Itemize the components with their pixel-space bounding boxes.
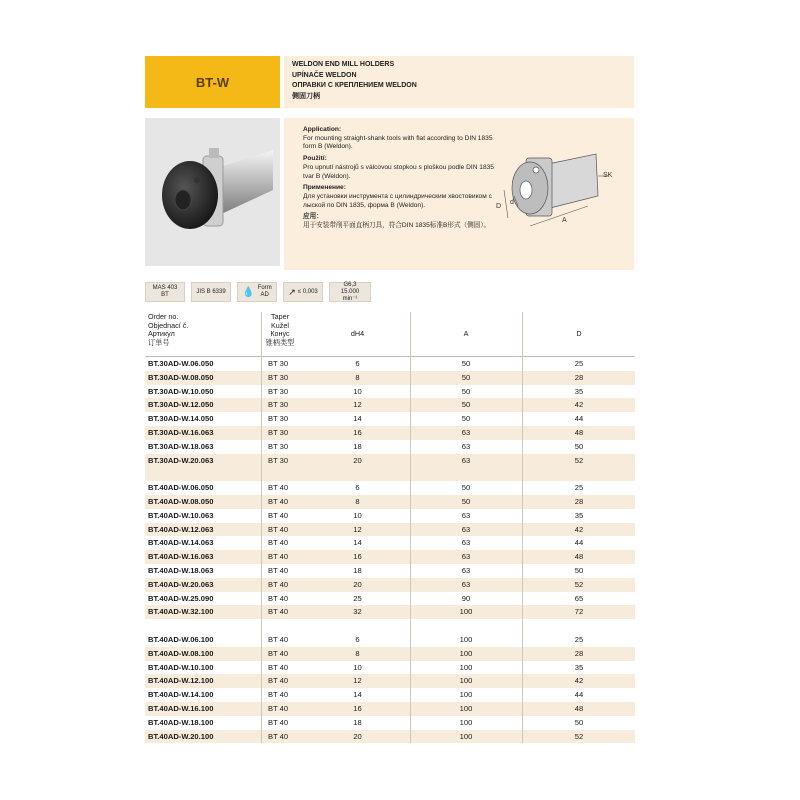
cell-d: 35 <box>574 386 584 396</box>
table-body <box>145 357 635 743</box>
cell-taper: BT 40 <box>268 690 289 700</box>
cell-d: 25 <box>574 634 584 644</box>
cell-a: 63 <box>461 441 471 451</box>
cell-order-no: BT.40AD-W.18.063 <box>148 565 214 575</box>
cell-a: 50 <box>461 400 471 410</box>
application-heading-ru: Применение: <box>303 184 346 192</box>
cell-a: 50 <box>461 483 471 493</box>
spec-chips <box>145 282 371 302</box>
cell-order-no: BT.40AD-W.12.100 <box>148 676 214 686</box>
cell-taper: BT 40 <box>268 552 289 562</box>
cell-taper: BT 40 <box>268 676 289 686</box>
header-order-en: Order no. <box>148 312 179 321</box>
cell-dh4: 14 <box>353 414 362 424</box>
cell-dh4: 12 <box>353 524 362 534</box>
cell-dh4: 6 <box>355 483 360 493</box>
cell-a: 100 <box>459 731 473 741</box>
header-taper-zh: 锥柄类型 <box>265 337 295 347</box>
table-row <box>145 605 635 619</box>
cell-order-no: BT.40AD-W.32.100 <box>148 607 214 617</box>
cell-taper: BT 30 <box>268 414 289 424</box>
header-order-ru: Артикул <box>148 329 175 339</box>
table-row <box>145 550 635 564</box>
cell-order-no: BT.40AD-W.16.100 <box>148 703 214 713</box>
cell-order-no: BT.40AD-W.14.063 <box>148 538 214 548</box>
table-row <box>145 509 635 523</box>
application-text-ru: Для установки инструмента с цилиндрическим хвостовиком с лыской по DIN 1835, форма B (Weldon). <box>303 192 492 209</box>
product-titles <box>284 56 634 108</box>
cell-taper: BT 40 <box>268 607 289 617</box>
chip-runout <box>283 282 323 302</box>
cell-dh4: 16 <box>353 703 362 713</box>
cell-order-no: BT.40AD-W.06.100 <box>148 634 214 644</box>
cell-taper: BT 40 <box>268 717 289 727</box>
cell-dh4: 6 <box>355 359 360 368</box>
runout-arrow-icon: ↗ <box>288 286 296 297</box>
cell-d: 65 <box>574 593 584 603</box>
drawing-label-sk: SK <box>603 172 613 179</box>
chip-balance-speed: 15.000 min⁻¹ <box>340 288 360 302</box>
cell-a: 50 <box>461 372 471 382</box>
cell-order-no: BT.40AD-W.12.063 <box>148 524 214 534</box>
cell-d: 42 <box>574 676 584 686</box>
cell-a: 50 <box>461 386 471 396</box>
cell-order-no: BT.30AD-W.06.050 <box>148 359 214 368</box>
chip-form <box>237 282 277 302</box>
product-badge <box>145 56 280 108</box>
cell-dh4: 14 <box>353 538 362 548</box>
table-row <box>145 357 635 371</box>
cell-d: 48 <box>574 703 584 713</box>
cell-dh4: 18 <box>353 717 362 727</box>
product-table <box>145 312 635 743</box>
cell-a: 50 <box>461 359 471 368</box>
cell-taper: BT 40 <box>268 524 289 534</box>
cell-d: 25 <box>574 359 584 368</box>
title-zh: 侧固刀柄 <box>292 92 320 100</box>
cell-d: 42 <box>574 524 584 534</box>
table-row <box>145 454 635 468</box>
cell-taper: BT 40 <box>268 662 289 672</box>
cell-dh4: 10 <box>353 662 362 672</box>
cell-dh4: 12 <box>353 676 362 686</box>
cell-taper: BT 40 <box>268 565 289 575</box>
table-row <box>145 633 635 647</box>
cell-dh4: 8 <box>355 496 360 506</box>
table-row <box>145 481 635 495</box>
cell-dh4: 8 <box>355 648 360 658</box>
cell-d: 28 <box>574 372 584 382</box>
cell-a: 100 <box>459 703 473 713</box>
title-ru: ОПРАВКИ С КРЕПЛЕНИЕМ WELDON <box>292 82 417 89</box>
chip-mas <box>145 282 185 302</box>
chip-mas-label: MAS 403 BT <box>152 285 178 298</box>
header-order <box>148 313 188 347</box>
header-taper <box>263 313 297 347</box>
cell-taper: BT 40 <box>268 496 289 506</box>
cell-dh4: 10 <box>353 510 362 520</box>
cell-order-no: BT.30AD-W.18.063 <box>148 441 214 451</box>
cell-dh4: 25 <box>353 593 362 603</box>
header-a: A <box>463 329 469 338</box>
cell-order-no: BT.30AD-W.10.050 <box>148 386 214 396</box>
cell-dh4: 12 <box>353 400 362 410</box>
cell-dh4: 16 <box>353 427 362 437</box>
cell-a: 100 <box>459 648 473 658</box>
cell-order-no: BT.40AD-W.10.100 <box>148 662 214 672</box>
cell-dh4: 6 <box>355 634 360 644</box>
cell-d: 52 <box>574 731 584 741</box>
coolant-drop-icon: 💧 <box>242 286 255 298</box>
cell-taper: BT 40 <box>268 579 289 589</box>
application-heading-cz: Použití: <box>303 155 327 163</box>
cell-taper: BT 40 <box>268 593 289 603</box>
cell-order-no: BT.40AD-W.08.100 <box>148 648 214 658</box>
cell-taper: BT 30 <box>268 455 289 465</box>
drawing-label-d: d <box>510 199 514 206</box>
cell-d: 52 <box>574 579 584 589</box>
cell-taper: BT 30 <box>268 441 289 451</box>
cell-order-no: BT.40AD-W.25.090 <box>148 593 214 603</box>
cell-a: 63 <box>461 524 471 534</box>
table-row <box>145 426 635 440</box>
cell-d: 35 <box>574 510 584 520</box>
cell-d: 52 <box>574 455 584 465</box>
table-row <box>145 730 635 744</box>
cell-d: 50 <box>574 441 584 451</box>
table-row <box>145 674 635 688</box>
cell-order-no: BT.40AD-W.08.050 <box>148 496 214 506</box>
table-row <box>145 398 635 412</box>
technical-drawing <box>478 146 628 246</box>
cell-taper: BT 40 <box>268 703 289 713</box>
cell-a: 100 <box>459 717 473 727</box>
cell-d: 48 <box>574 552 584 562</box>
cell-a: 100 <box>459 607 473 617</box>
table-row <box>145 647 635 661</box>
cell-d: 72 <box>574 607 584 617</box>
cell-a: 50 <box>461 414 471 424</box>
group-spacer <box>145 619 635 633</box>
header-d: D <box>576 329 582 338</box>
table-row <box>145 440 635 454</box>
table-row <box>145 592 635 606</box>
cell-d: 28 <box>574 496 584 506</box>
table-row <box>145 564 635 578</box>
chip-balance-grade: G6,3 <box>343 281 357 288</box>
application-text-zh: 用于安装带削平面直柄刀具，符合DIN 1835标准B形式（侧固）。 <box>303 222 491 230</box>
cell-a: 63 <box>461 455 471 465</box>
cell-dh4: 18 <box>353 565 362 575</box>
chip-runout-label: ≤ 0,003 <box>297 288 318 295</box>
cell-dh4: 20 <box>353 579 362 589</box>
cell-dh4: 8 <box>355 372 360 382</box>
cell-a: 63 <box>461 427 471 437</box>
header-taper-cz: Kužel <box>271 320 289 330</box>
application-text-cz: Pro upnutí nástrojů s válcovou stopkou s ploškou podle DIN 1835 tvar B (Weldon). <box>303 163 494 180</box>
header-order-zh: 订单号 <box>148 337 170 347</box>
chip-balance <box>329 282 371 302</box>
cell-a: 100 <box>459 662 473 672</box>
cell-d: 44 <box>574 690 584 700</box>
cell-order-no: BT.30AD-W.14.050 <box>148 414 214 424</box>
cell-taper: BT 30 <box>268 386 289 396</box>
cell-d: 44 <box>574 414 584 424</box>
title-cz: UPÍNAČE WELDON <box>292 71 357 79</box>
table-row <box>145 385 635 399</box>
application-heading-en: Application: <box>303 126 342 133</box>
cell-taper: BT 40 <box>268 648 289 658</box>
header-taper-ru: Конус <box>270 329 290 339</box>
cell-order-no: BT.40AD-W.10.063 <box>148 510 214 520</box>
cell-dh4: 32 <box>353 607 362 617</box>
cell-taper: BT 30 <box>268 359 289 368</box>
table-header <box>145 312 635 357</box>
cell-dh4: 20 <box>353 455 362 465</box>
chip-jis <box>191 282 231 302</box>
cell-order-no: BT.30AD-W.16.063 <box>148 427 214 437</box>
cell-a: 100 <box>459 676 473 686</box>
cell-dh4: 14 <box>353 690 362 700</box>
chip-jis-label: JIS B 6339 <box>196 288 226 295</box>
table-row <box>145 523 635 537</box>
table-row <box>145 412 635 426</box>
cell-order-no: BT.40AD-W.20.100 <box>148 731 214 741</box>
cell-order-no: BT.40AD-W.14.100 <box>148 690 214 700</box>
cell-dh4: 16 <box>353 552 362 562</box>
table-row <box>145 716 635 730</box>
drawing-label-D: D <box>496 203 502 210</box>
cell-order-no: BT.30AD-W.12.050 <box>148 400 214 410</box>
table-row <box>145 536 635 550</box>
cell-a: 63 <box>461 510 471 520</box>
cell-d: 35 <box>574 662 584 672</box>
cell-d: 25 <box>574 483 584 493</box>
cell-d: 50 <box>574 717 584 727</box>
cell-order-no: BT.40AD-W.20.063 <box>148 579 214 589</box>
cell-taper: BT 40 <box>268 731 289 741</box>
cell-a: 90 <box>461 593 471 603</box>
table-row <box>145 661 635 675</box>
cell-a: 50 <box>461 496 471 506</box>
table-row <box>145 578 635 592</box>
cell-a: 63 <box>461 538 471 548</box>
application-text-en: For mounting straight-shank tools with flat according to DIN 1835 form B (Weldon). <box>303 134 493 151</box>
cell-taper: BT 40 <box>268 634 289 644</box>
cell-taper: BT 40 <box>268 538 289 548</box>
cell-order-no: BT.30AD-W.20.063 <box>148 455 214 465</box>
cell-a: 100 <box>459 634 473 644</box>
cell-dh4: 10 <box>353 386 362 396</box>
cell-order-no: BT.40AD-W.16.063 <box>148 552 214 562</box>
application-heading-zh: 应用： <box>303 213 323 221</box>
cell-d: 44 <box>574 538 584 548</box>
group-spacer <box>145 467 635 481</box>
cell-taper: BT 30 <box>268 372 289 382</box>
cell-taper: BT 30 <box>268 427 289 437</box>
product-photo <box>145 118 280 266</box>
cell-d: 50 <box>574 565 584 575</box>
cell-a: 63 <box>461 579 471 589</box>
cell-d: 28 <box>574 648 584 658</box>
title-en: WELDON END MILL HOLDERS <box>292 61 395 68</box>
table-row <box>145 702 635 716</box>
cell-taper: BT 40 <box>268 483 289 493</box>
header-dh4: dH4 <box>350 329 365 338</box>
cell-a: 63 <box>461 552 471 562</box>
cell-order-no: BT.40AD-W.18.100 <box>148 717 214 727</box>
cell-d: 42 <box>574 400 584 410</box>
application-text <box>303 124 503 234</box>
product-code: BT-W <box>195 74 230 90</box>
table-row <box>145 495 635 509</box>
cell-taper: BT 30 <box>268 400 289 410</box>
chip-form-label: Form AD <box>257 285 272 298</box>
header-order-cz: Objednací č. <box>148 320 189 330</box>
cell-a: 100 <box>459 690 473 700</box>
table-row <box>145 688 635 702</box>
cell-dh4: 20 <box>353 731 362 741</box>
cell-d: 48 <box>574 427 584 437</box>
cell-order-no: BT.30AD-W.08.050 <box>148 372 214 382</box>
drawing-label-A: A <box>562 217 567 224</box>
header-taper-en: Taper <box>271 312 289 321</box>
table-row <box>145 371 635 385</box>
cell-a: 63 <box>461 565 471 575</box>
cell-dh4: 18 <box>353 441 362 451</box>
cell-order-no: BT.40AD-W.06.050 <box>148 483 214 493</box>
cell-taper: BT 40 <box>268 510 289 520</box>
